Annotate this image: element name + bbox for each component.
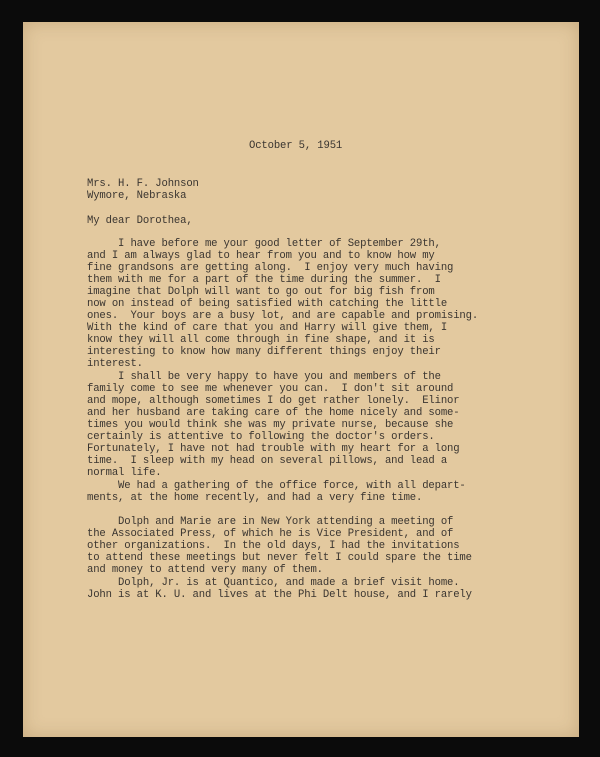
paragraph-line: family come to see me whenever you can. I don't sit around <box>87 383 454 395</box>
paragraph-line: interesting to know how many different things enjoy their <box>87 346 441 358</box>
paragraph-line: them with me for a part of the time during the summer. I <box>87 274 441 286</box>
paragraph-5 <box>87 577 472 601</box>
paragraph-line: I have before me your good letter of September 29th, <box>87 238 441 250</box>
paragraph-line: and money to attend very many of them. <box>87 564 323 576</box>
recipient-name: Mrs. H. F. Johnson <box>87 178 199 190</box>
paragraph-line: I shall be very happy to have you and members of the <box>87 371 441 383</box>
paragraph-line: and I am always glad to hear from you and to know how my <box>87 250 435 262</box>
paragraph-line: the Associated Press, of which he is Vice President, and of <box>87 528 454 540</box>
paragraph-2 <box>87 371 459 479</box>
letter-page <box>23 22 579 737</box>
paragraph-line: fine grandsons are getting along. I enjoy very much having <box>87 262 454 274</box>
paragraph-line: other organizations. In the old days, I had the invitations <box>87 540 460 552</box>
paragraph-line: Fortunately, I have not had trouble with my heart for a long <box>87 443 460 455</box>
paragraph-line: Dolph, Jr. is at Quantico, and made a brief visit home. <box>87 577 460 589</box>
recipient-location: Wymore, Nebraska <box>87 190 187 202</box>
paragraph-line: time. I sleep with my head on several pillows, and lead a <box>87 455 448 467</box>
paragraph-line: ments, at the home recently, and had a very fine time. <box>87 492 423 504</box>
letter-date: October 5, 1951 <box>249 140 343 152</box>
paragraph-line: With the kind of care that you and Harry will give them, I <box>87 322 448 334</box>
paragraph-line: certainly is attentive to following the doctor's orders. <box>87 431 435 443</box>
paragraph-line: We had a gathering of the office force, with all depart- <box>87 480 466 492</box>
paragraph-line: normal life. <box>87 467 162 479</box>
paragraph-line: times you would think she was my private nurse, because she <box>87 419 454 431</box>
paragraph-1 <box>87 238 478 370</box>
paragraph-line: and mope, although sometimes I do get rather lonely. Elinor <box>87 395 460 407</box>
paragraph-line: John is at K. U. and lives at the Phi Delt house, and I rarely <box>87 589 472 601</box>
paragraph-line: to attend these meetings but never felt I could spare the time <box>87 552 472 564</box>
paragraph-line: and her husband are taking care of the home nicely and some- <box>87 407 460 419</box>
paragraph-line: imagine that Dolph will want to go out for big fish from <box>87 286 435 298</box>
paragraph-line: now on instead of being satisfied with catching the little <box>87 298 448 310</box>
paragraph-3 <box>87 480 466 504</box>
paragraph-line: know they will all come through in fine shape, and it is <box>87 334 435 346</box>
salutation: My dear Dorothea, <box>87 215 193 227</box>
paragraph-4 <box>87 516 472 576</box>
paragraph-line: ones. Your boys are a busy lot, and are capable and promising. <box>87 310 479 322</box>
paragraph-line: interest. <box>87 358 143 370</box>
paragraph-line: Dolph and Marie are in New York attending a meeting of <box>87 516 454 528</box>
